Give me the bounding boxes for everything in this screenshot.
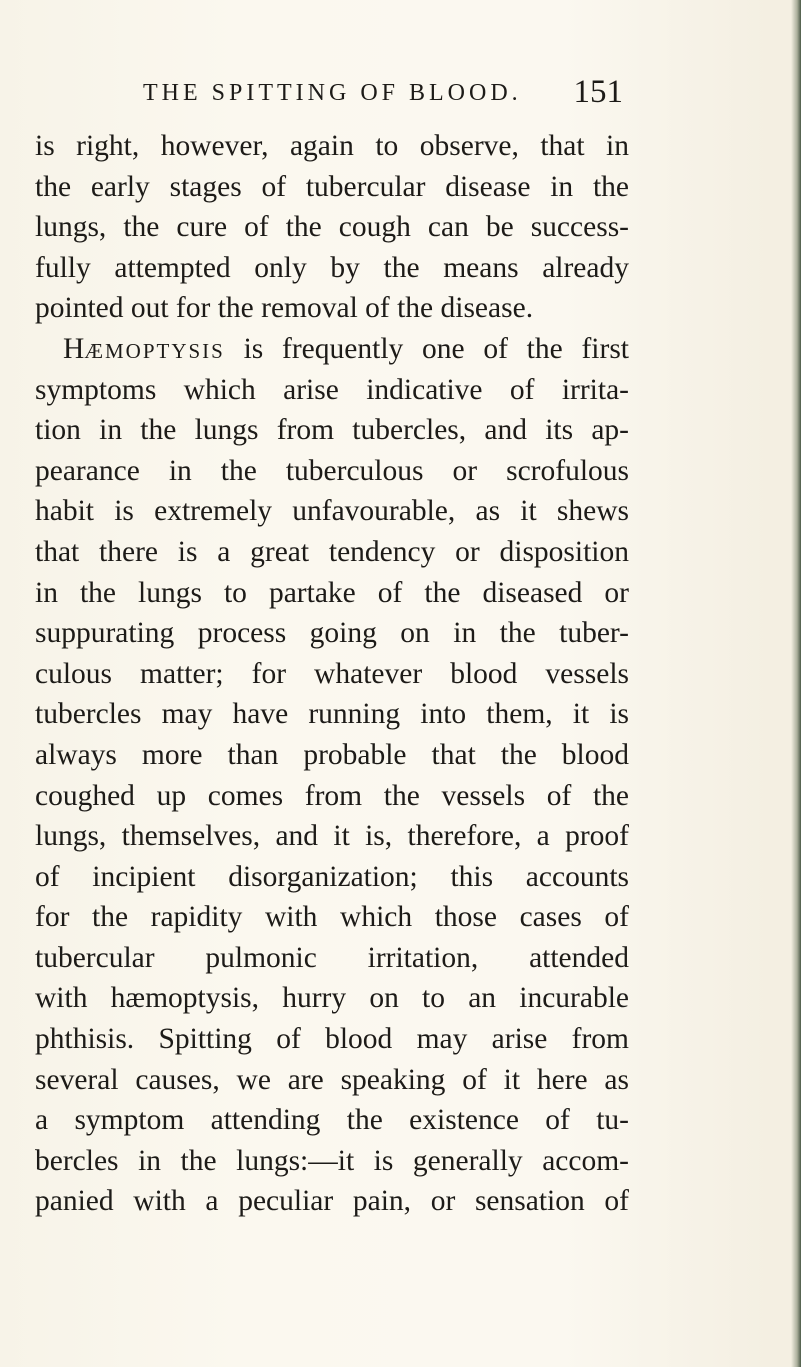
text-line: with hæmoptysis, hurry on to an incurable — [35, 982, 629, 1015]
text-line: lungs, themselves, and it is, therefore, a proof — [35, 820, 629, 853]
text-line: several causes, we are speaking of it here as — [35, 1063, 629, 1096]
text-line: fully attempted only by the means already — [35, 251, 629, 284]
smallcaps-initial: H — [63, 332, 85, 365]
page-number: 151 — [573, 74, 623, 110]
text-line: is right, however, again to observe, that in — [35, 130, 629, 162]
body-text — [35, 126, 629, 1222]
running-title: THE SPITTING OF BLOOD. — [143, 80, 522, 106]
text-line: lungs, the cure of the cough can be success- — [35, 211, 629, 244]
page-header — [143, 74, 623, 120]
text-line: pointed out for the removal of the disease. — [35, 292, 534, 325]
text-line: habit is extremely unfavourable, as it shews — [35, 495, 629, 528]
text-line: always more than probable that the blood — [35, 738, 629, 771]
text-line: tion in the lungs from tubercles, and its ap- — [35, 414, 629, 447]
text-line-rest: is frequently one of the first — [243, 332, 629, 365]
text-line-paragraph-start — [35, 329, 629, 370]
text-line: of incipient disorganization; this accounts — [35, 860, 629, 893]
text-line: suppurating process going on in the tuber- — [35, 617, 629, 650]
text-line: culous matter; for whatever blood vessels — [35, 657, 629, 690]
text-line: phthisis. Spitting of blood may arise from — [35, 1023, 629, 1056]
text-line: pearance in the tuberculous or scrofulous — [35, 454, 629, 487]
text-line: bercles in the lungs:—it is generally accom- — [35, 1144, 629, 1177]
text-line: in the lungs to partake of the diseased or — [35, 576, 629, 609]
text-line: coughed up comes from the vessels of the — [35, 779, 629, 812]
page-edge-shadow — [791, 0, 801, 1367]
text-line: tubercles may have running into them, it is — [35, 698, 629, 731]
text-line: a symptom attending the existence of tu- — [35, 1104, 629, 1137]
text-line: for the rapidity with which those cases of — [35, 901, 629, 934]
text-line: that there is a great tendency or disposition — [35, 535, 629, 568]
text-line: panied with a peculiar pain, or sensation of — [35, 1185, 629, 1218]
text-line: tubercular pulmonic irritation, attended — [35, 941, 629, 974]
text-line: symptoms which arise indicative of irrita- — [35, 373, 629, 406]
text-line: the early stages of tubercular disease in the — [35, 170, 629, 203]
smallcaps-word: ÆMOPTYSIS — [84, 338, 225, 363]
